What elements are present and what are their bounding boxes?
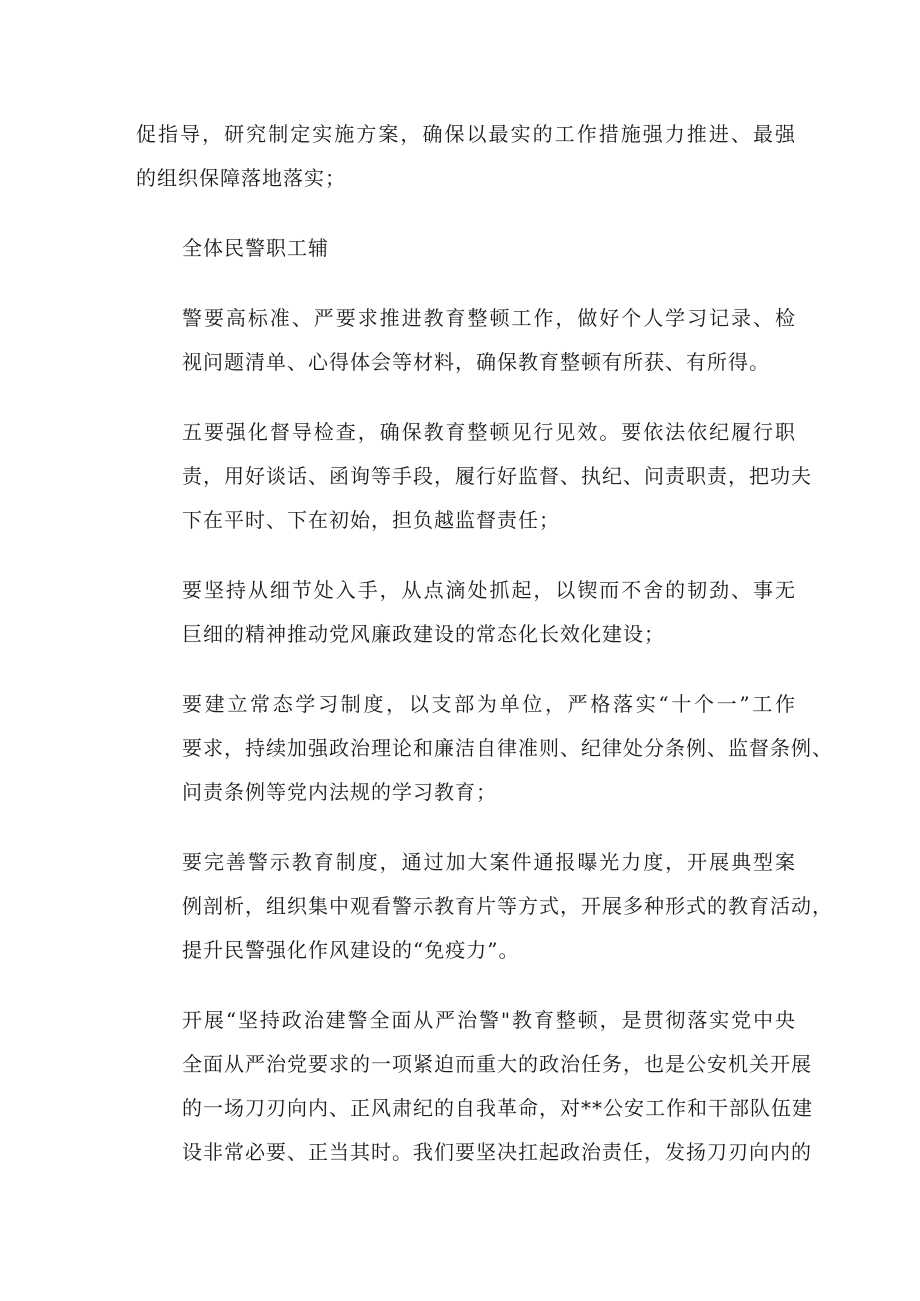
text-line: 例剖析，组织集中观看警示教育片等方式，开展多种形式的教育活动， (182, 894, 833, 918)
text-line: 全体民警职工辅 (182, 236, 329, 260)
text-line: 问责条例等党内法规的学习教育； (182, 780, 497, 804)
paragraph (136, 296, 796, 384)
paragraph (136, 226, 796, 270)
text-line: 下在平时、下在初始，担负越监督责任； (182, 508, 560, 532)
text-line: 要坚持从细节处入手，从点滴处抓起，以锲而不舍的韧劲、事无 (182, 578, 796, 602)
text-line: 促指导，研究制定实施方案，确保以最实的工作措施强力推进、最强 (136, 122, 796, 146)
text-line: 要完善警示教育制度，通过加大案件通报曝光力度，开展典型案 (182, 850, 796, 874)
paragraph (136, 568, 796, 656)
text-line: 开展“坚持政治建警全面从严治警"教育整顿，是贯彻落实党中央 (182, 1008, 796, 1032)
paragraph (136, 112, 796, 200)
text-line: 责，用好谈话、函询等手段，履行好监督、执纪、问责职责，把功夫 (182, 464, 812, 488)
text-line: 巨细的精神推动党风廉政建设的常态化长效化建设； (182, 622, 665, 646)
text-line: 的一场刀刃向内、正风肃纪的自我革命，对**公安工作和干部队伍建 (182, 1096, 813, 1120)
document-body (136, 112, 833, 1200)
text-line: 视问题清单、心得体会等材料，确保教育整顿有所获、有所得。 (182, 350, 770, 374)
text-line: 的组织保障落地落实； (136, 166, 346, 190)
text-line: 提升民警强化作风建设的“免疫力”。 (182, 938, 520, 962)
paragraph (136, 840, 833, 972)
text-line: 要建立常态学习制度，以支部为单位，严格落实“十个一”工作 (182, 692, 796, 716)
paragraph (136, 998, 813, 1174)
text-line: 五要强化督导检查，确保教育整顿见行见效。要依法依纪履行职 (182, 420, 796, 444)
paragraph (136, 682, 833, 814)
text-line: 要求，持续加强政治理论和廉洁自律准则、纪律处分条例、监督条例、 (182, 736, 833, 760)
paragraph (136, 410, 812, 542)
text-line: 设非常必要、正当其时。我们要坚决扛起政治责任，发扬刀刃向内的 (182, 1140, 812, 1164)
text-line: 全面从严治党要求的一项紧迫而重大的政治任务，也是公安机关开展 (182, 1052, 812, 1076)
text-line: 警要高标准、严要求推进教育整顿工作，做好个人学习记录、检 (182, 306, 796, 330)
